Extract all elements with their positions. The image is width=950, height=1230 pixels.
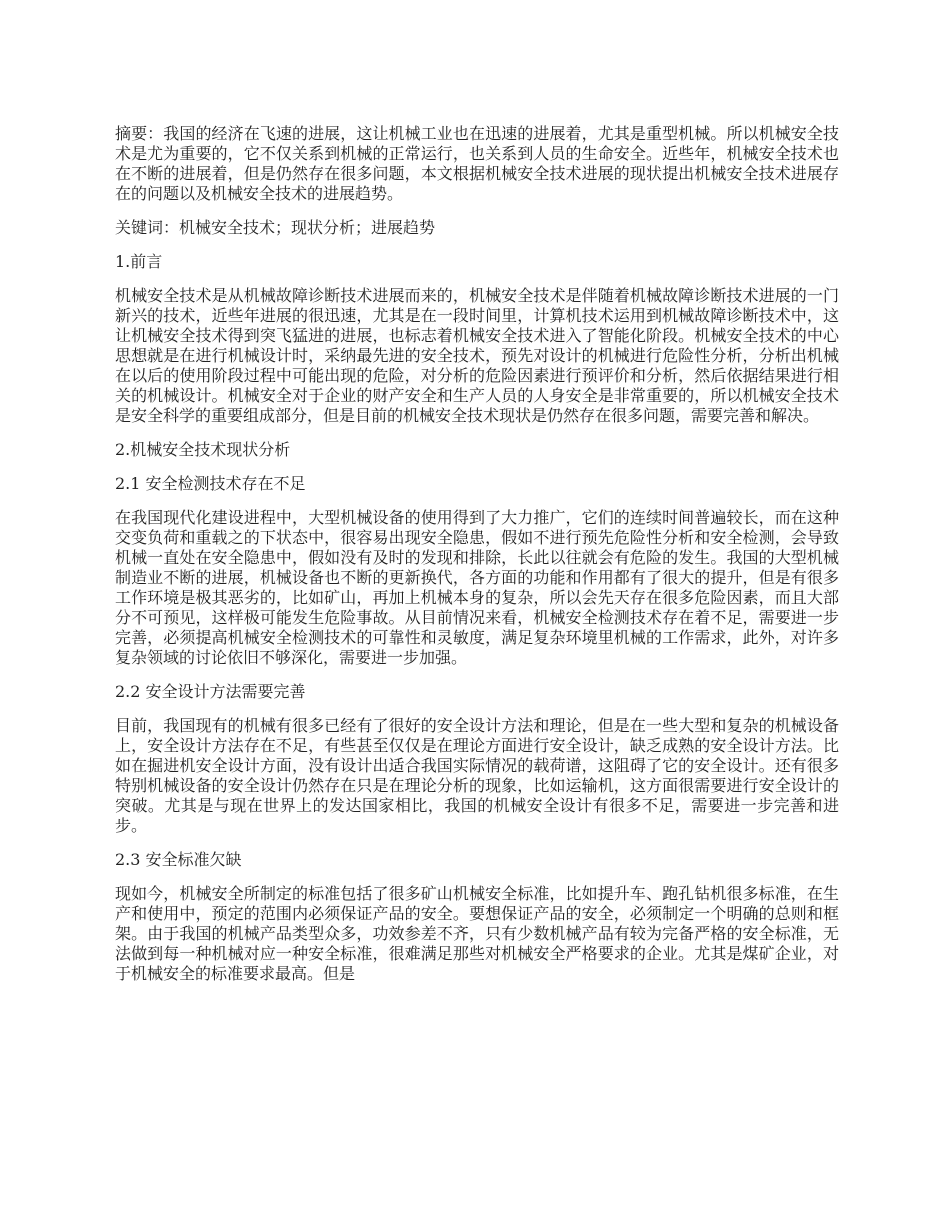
section-2-heading: 2.机械安全技术现状分析 (115, 440, 291, 459)
document-page (115, 124, 839, 998)
section-1-heading: 1.前言 (115, 252, 163, 271)
section-2-2-paragraph: 目前，我国现有的机械有很多已经有了很好的安全设计方法和理论，但是在一些大型和复杂的机械设备上，安全设计方法存在不足，有些甚至仅仅是在理论方面进行安全设计，缺乏成熟的安全设计方法。比如在掘进机安全设计方面，没有设计出适合我国实际情况的载荷谱，这阻碍了它的安全设计。还有很多特别机械设备的安全设计仍然存在只是在理论分析的现象，比如运输机，这方面很需要进行安全设计的突破。尤其是与现在世界上的发达国家相比，我国的机械安全设计有很多不足，需要进一步完善和进步。 (115, 716, 839, 835)
section-2-1-heading: 2.1 安全检测技术存在不足 (115, 474, 306, 493)
section-1-paragraph: 机械安全技术是从机械故障诊断技术进展而来的，机械安全技术是伴随着机械故障诊断技术进展的一门新兴的技术，近些年进展的很迅速，尤其是在一段时间里，计算机技术运用到机械故障诊断技术中，这让机械安全技术得到突飞猛进的进展，也标志着机械安全技术进入了智能化阶段。机械安全技术的中心思想就是在进行机械设计时，采纳最先进的安全技术，预先对设计的机械进行危险性分析，分析出机械在以后的使用阶段过程中可能出现的危险，对分析的危险因素进行预评价和分析，然后依据结果进行相关的机械设计。机械安全对于企业的财产安全和生产人员的人身安全是非常重要的，所以机械安全技术是安全科学的重要组成部分，但是目前的机械安全技术现状是仍然存在很多问题，需要完善和解决。 (115, 286, 839, 425)
section-2-3-paragraph: 现如今，机械安全所制定的标准包括了很多矿山机械安全标准，比如提升车、跑孔钻机很多标准，在生产和使用中，预定的范围内必须保证产品的安全。要想保证产品的安全，必须制定一个明确的总则和框架。由于我国的机械产品类型众多，功效参差不齐，只有少数机械产品有较为完备严格的安全标准，无法做到每一种机械对应一种安全标准，很难满足那些对机械安全严格要求的企业。尤其是煤矿企业，对于机械安全的标准要求最高。但是 (115, 884, 839, 983)
section-2-3-heading: 2.3 安全标准欠缺 (115, 850, 242, 869)
section-2-2-heading: 2.2 安全设计方法需要完善 (115, 682, 306, 701)
abstract-paragraph: 摘要：我国的经济在飞速的进展，这让机械工业也在迅速的进展着，尤其是重型机械。所以机械安全技术是尤为重要的，它不仅关系到机械的正常运行，也关系到人员的生命安全。近些年，机械安全技术也在不断的进展着，但是仍然存在很多问题，本文根据机械安全技术进展的现状提出机械安全技术进展存在的问题以及机械安全技术的进展趋势。 (115, 124, 839, 203)
keywords-line: 关键词：机械安全技术；现状分析；进展趋势 (115, 218, 436, 237)
section-2-1-paragraph: 在我国现代化建设进程中，大型机械设备的使用得到了大力推广，它们的连续时间普遍较长，而在这种交变负荷和重载之的下状态中，很容易出现安全隐患，假如不进行预先危险性分析和安全检测，会导致机械一直处在安全隐患中，假如没有及时的发现和排除，长此以往就会有危险的发生。我国的大型机械制造业不断的进展，机械设备也不断的更新换代，各方面的功能和作用都有了很大的提升，但是有很多工作环境是极其恶劣的，比如矿山，再加上机械本身的复杂，所以会先天存在很多危险因素，而且大部分不可预见，这样极可能发生危险事故。从目前情况来看，机械安全检测技术存在着不足，需要进一步完善，必须提高机械安全检测技术的可靠性和灵敏度，满足复杂环境里机械的工作需求，此外，对许多复杂领域的讨论依旧不够深化，需要进一步加强。 (115, 508, 839, 667)
